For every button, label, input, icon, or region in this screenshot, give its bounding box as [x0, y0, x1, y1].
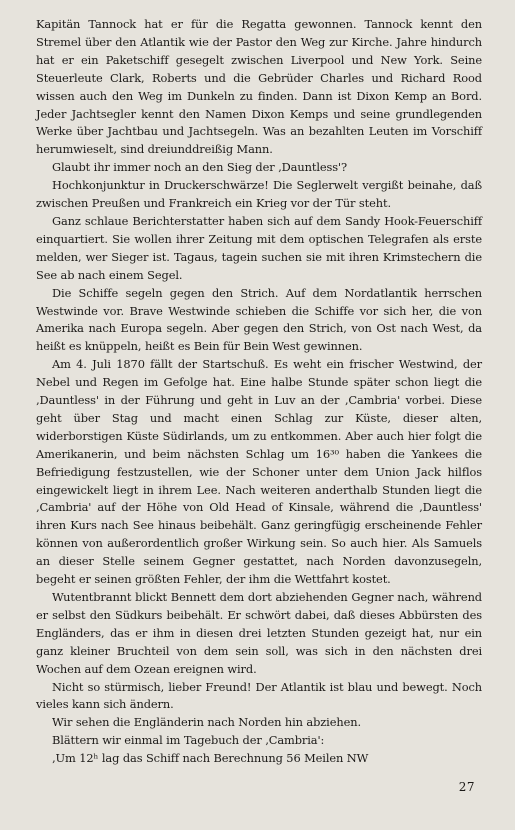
- paragraph: Am 4. Juli 1870 fällt der Startschuß. Es weht ein frischer Westwind, der Nebel und Regen im Gefolge hat. Eine halbe Stunde später schon liegt die ‚Dauntless' in der Führung und geht in Luv an der ‚Cambria' vorbei. Diese geht über Stag und macht einen Schlag zur Küste, dieser alten, widerborstigen Küste Südirlands, um zu entkommen. Aber auch hier folgt die Amerikanerin, und beim nächsten Schlag um 16³⁰ haben die Yankees die Befriedigung festzustellen, wie der Schoner unter dem Union Jack hilflos eingewickelt liegt in ihrem Lee. Nach weiteren anderthalb Stunden liegt die ‚Cambria' auf der Höhe von Old Head of Kinsale, während die ‚Dauntless' ihren Kurs nach See hinaus beibehält. Ganz geringfügig erscheinende Fehler können von außerordentlich großer Wirkung sein. So auch hier. Als Samuels an dieser Stelle seinem Gegner gestattet, nach Norden davonzusegeln, begeht er seinen größten Fehler, der ihm die Wettfahrt kostet.: [36, 357, 482, 587]
- page-number: 27: [458, 780, 475, 794]
- paragraph: Wir sehen die Engländerin nach Norden hin abziehen.: [52, 715, 361, 730]
- paragraph: Blättern wir einmal im Tagebuch der ‚Cambria':: [52, 733, 325, 748]
- paragraph: Glaubt ihr immer noch an den Sieg der ‚Dauntless'?: [52, 160, 348, 175]
- paragraph: Hochkonjunktur in Druckerschwärze! Die Seglerwelt vergißt beinahe, daß zwischen Preußen und Frankreich ein Krieg vor der Tür steht.: [36, 178, 482, 211]
- body-text: [36, 16, 482, 768]
- paragraph: ‚Um 12ʰ lag das Schiff nach Berechnung 56 Meilen NW: [52, 751, 369, 766]
- paragraph: Die Schiffe segeln gegen den Strich. Auf dem Nordatlantik herrschen Westwinde vor. Brave Westwinde schieben die Schiffe vor sich her, die von Amerika nach Europa segeln. Aber gegen den Strich, von Ost nach West, da heißt es knüppeln, heißt es Bein für Bein West gewinnen.: [36, 285, 482, 354]
- paragraph: Ganz schlaue Berichterstatter haben sich auf dem Sandy Hook-Feuerschiff einquartiert. Sie wollen ihrer Zeitung mit dem optischen Telegrafen als erste melden, wer Sieger ist. Tagaus, tagein suchen sie mit ihren Krimstechern die See ab nach einem Segel.: [36, 213, 482, 282]
- paragraph: Nicht so stürmisch, lieber Freund! Der Atlantik ist blau und bewegt. Noch vieles kann sich ändern.: [36, 679, 482, 712]
- paragraph: Kapitän Tannock hat er für die Regatta gewonnen. Tannock kennt den Stremel über den Atlantik wie der Pastor den Weg zur Kirche. Jahre hindurch hat er ein Paketschiff gesegelt zwischen Liverpool und New York. Seine Steuerleute Clark, Roberts und die Gebrüder Charles und Richard Rood wissen auch den Weg im Dunkeln zu finden. Dann ist Dixon Kemp an Bord. Jeder Jachtsegler kennt den Namen Dixon Kemps und seine grundlegenden Werke über Jachtbau und Jachtsegeln. Was an bezahlten Leuten im Vorschiff herumwieselt, sind dreiunddreißig Mann.: [36, 17, 482, 157]
- paragraph: Wutentbrannt blickt Bennett dem dort abziehenden Gegner nach, während er selbst den Südkurs beibehält. Er schwört dabei, daß dieses Abbürsten des Engländers, das er ihm in diesen drei letzten Stunden gezeigt hat, nur ein ganz kleiner Bruchteil von dem sein soll, was sich in den nächsten drei Wochen auf dem Ozean ereignen wird.: [36, 590, 482, 676]
